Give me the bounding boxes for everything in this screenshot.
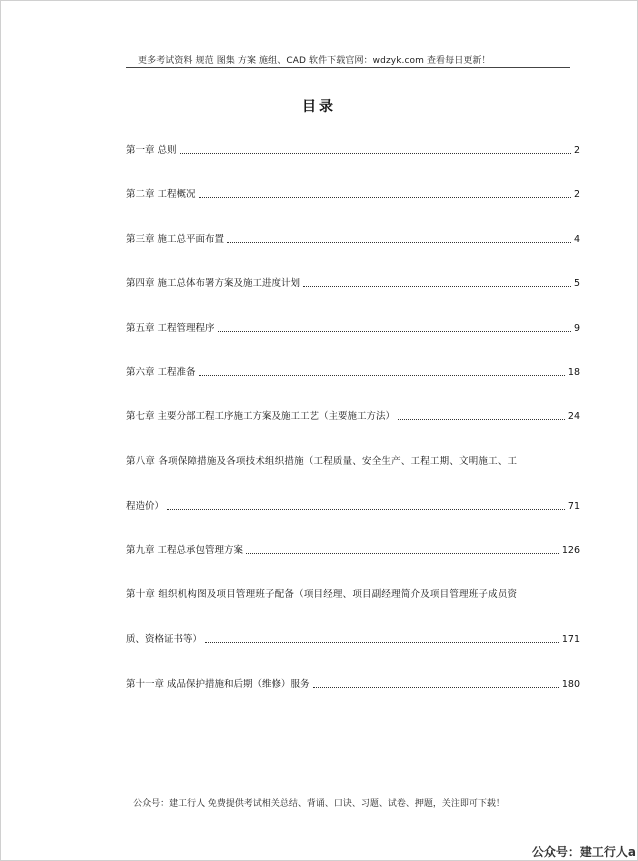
toc-entry[interactable] [126, 189, 580, 201]
toc-entry-label: 第三章 施工总平面布置 [126, 234, 225, 245]
toc-page-number: 2 [573, 145, 580, 156]
toc-entry[interactable] [126, 456, 580, 513]
page-header-text: 更多考试资料 规范 图集 方案 施组、CAD 软件下载官网：wdzyk.com 查看每日更新！ [138, 56, 491, 66]
header-rule [126, 67, 570, 68]
toc-page-number: 126 [561, 545, 580, 556]
toc-leader [227, 241, 571, 243]
toc-entry[interactable] [126, 278, 580, 290]
toc-leader [180, 152, 571, 154]
toc-entry-label: 第七章 主要分部工程工序施工方案及施工工艺（主要施工方法） [126, 411, 396, 422]
toc-entry-label: 第一章 总则 [126, 145, 177, 156]
toc-page-number: 18 [567, 367, 580, 378]
toc-leader [313, 686, 559, 688]
toc-leader [199, 374, 565, 376]
page-title: 目录 [302, 99, 336, 115]
toc-page-number: 5 [573, 278, 580, 289]
toc-page-number: 71 [567, 501, 580, 512]
toc-entry-label: 第四章 施工总体布署方案及施工进度计划 [126, 278, 301, 289]
toc-entry[interactable] [126, 367, 580, 379]
toc-entry[interactable] [126, 234, 580, 246]
toc-entry[interactable] [126, 589, 580, 646]
toc-leader [246, 552, 559, 554]
toc-leader [167, 508, 565, 510]
toc-entry-label: 第二章 工程概况 [126, 189, 196, 200]
toc-entry[interactable] [126, 411, 580, 423]
toc-leader [398, 418, 565, 420]
toc-entry-label: 质、资格证书等） [126, 634, 203, 645]
toc-leader [205, 641, 559, 643]
toc-entry-label: 第十一章 成品保护措施和后期（维修）服务 [126, 679, 310, 690]
toc-leader [199, 196, 571, 198]
toc-entry[interactable] [126, 679, 580, 691]
toc-leader [303, 285, 571, 287]
toc-entry[interactable] [126, 145, 580, 157]
toc-entry[interactable] [126, 323, 580, 335]
toc-entry-label: 第九章 工程总承包管理方案 [126, 545, 244, 556]
toc-page-number: 4 [573, 234, 580, 245]
toc-entry-label-line1: 第十章 组织机构图及项目管理班子配备（项目经理、项目副经理简介及项目管理班子成员资 [126, 589, 518, 600]
toc-page-number: 180 [561, 679, 580, 690]
toc-page-number: 9 [573, 323, 580, 334]
page-footer-text: 公众号：建工行人 免费提供考试相关总结、背诵、口诀、习题、试卷、押题，关注即可下载！ [133, 799, 505, 809]
toc-page-number: 171 [561, 634, 580, 645]
toc-entry-label-line1: 第八章 各项保障措施及各项技术组织措施（工程质量、安全生产、工程工期、文明施工、工 [126, 456, 518, 467]
toc-page-number: 2 [573, 189, 580, 200]
toc-leader [218, 330, 571, 332]
toc-entry-label: 第六章 工程准备 [126, 367, 196, 378]
toc-entry[interactable] [126, 545, 580, 557]
toc-entry-label: 程造价） [126, 501, 165, 512]
toc-page-number: 24 [567, 411, 580, 422]
toc-entry-label: 第五章 工程管理程序 [126, 323, 215, 334]
watermark-text: 公众号：建工行人a [531, 845, 636, 859]
